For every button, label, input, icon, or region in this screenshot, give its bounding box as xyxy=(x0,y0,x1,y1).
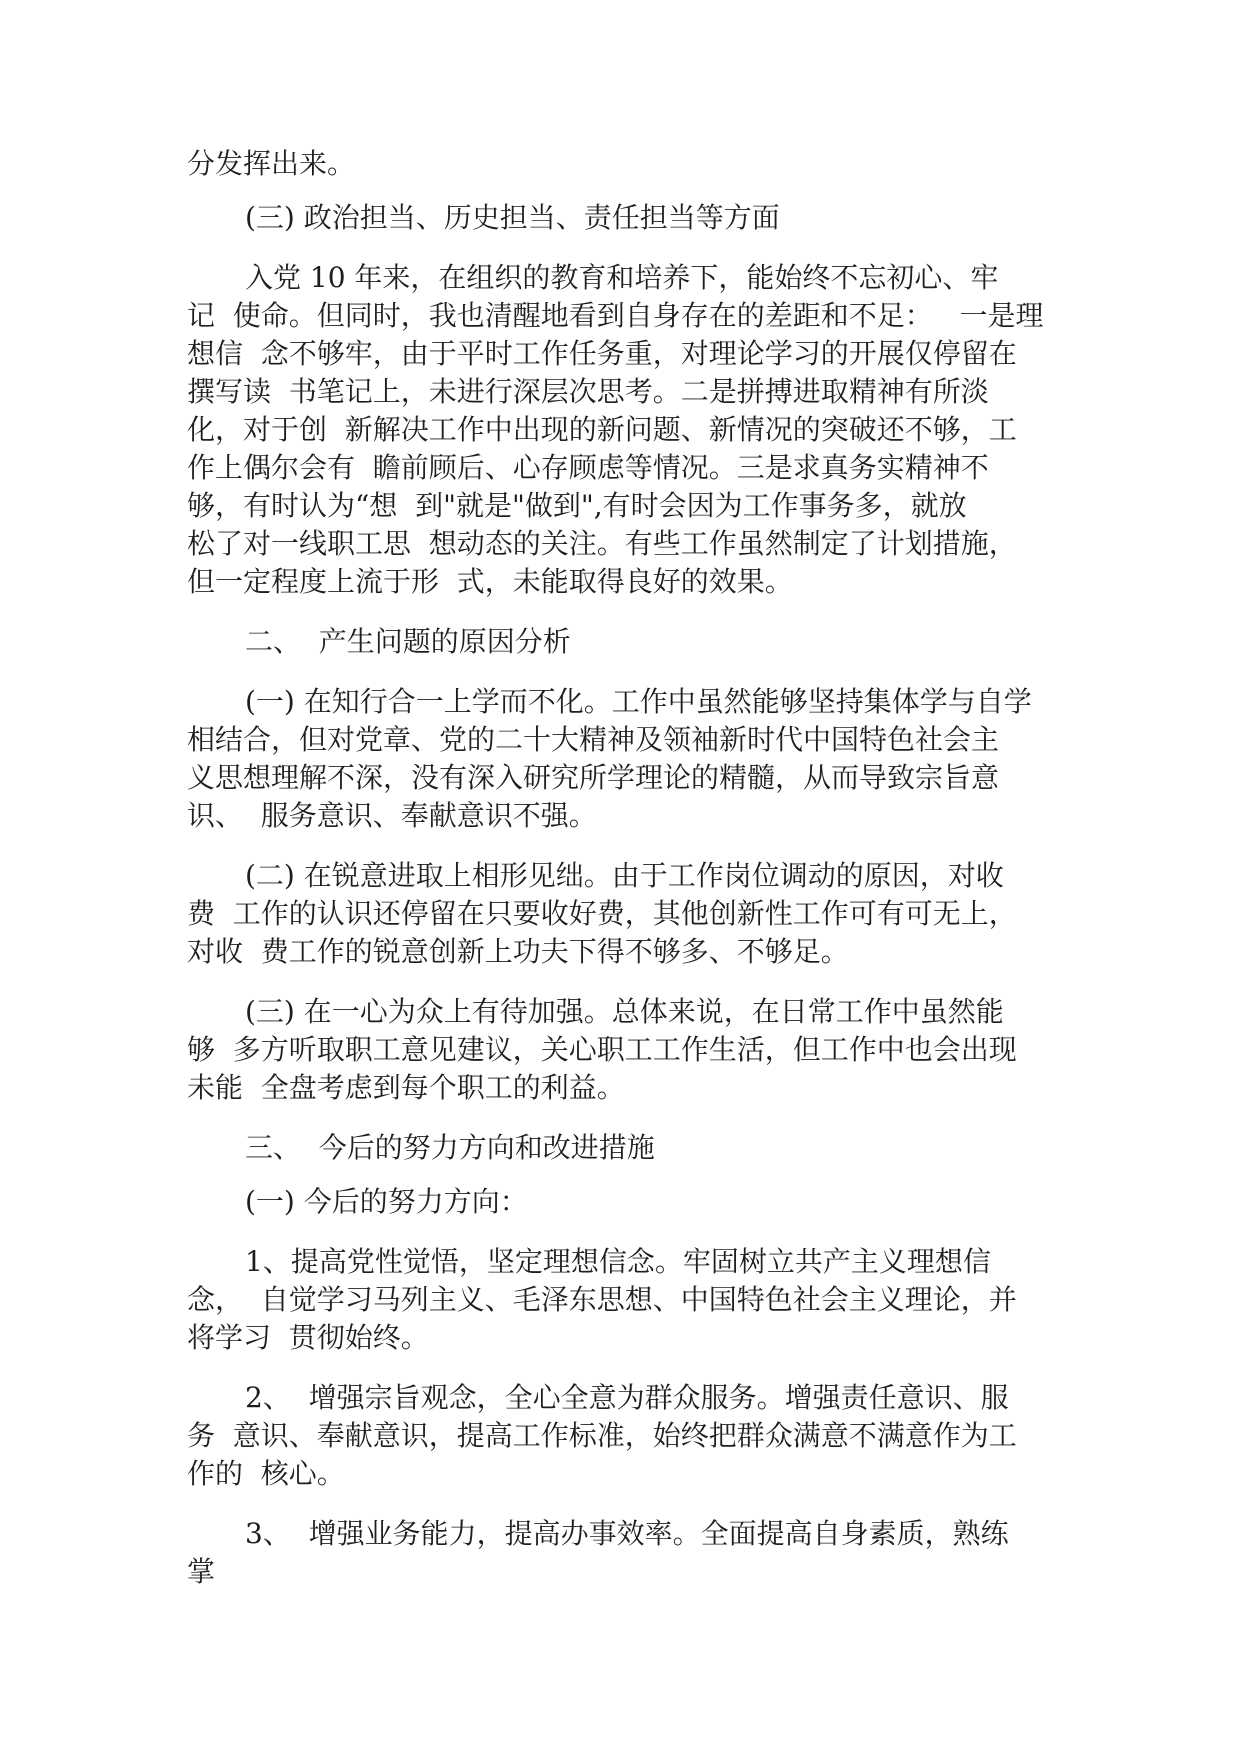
paragraph-line: 相结合，但对党章、党的二十大精神及领袖新时代中国特色社会主 xyxy=(187,723,1000,756)
paragraph-line: 对收 费工作的锐意创新上功夫下得不够多、不够足。 xyxy=(187,935,849,968)
paragraph-line: 撰写读 书笔记上，未进行深层次思考。二是拼搏进取精神有所淡 xyxy=(187,375,989,408)
paragraph-line: 想信 念不够牢，由于平时工作任务重，对理论学习的开展仅停留在 xyxy=(187,337,1017,370)
paragraph-line: 义思想理解不深，没有深入研究所学理论的精髓，从而导致宗旨意 xyxy=(187,761,1000,794)
paragraph-line: 务 意识、奉献意识，提高工作标准，始终把群众满意不满意作为工 xyxy=(187,1419,1017,1452)
paragraph-line: 3、 增强业务能力，提高办事效率。全面提高自身素质，熟练 xyxy=(245,1517,1009,1550)
paragraph-line: 将学习 贯彻始终。 xyxy=(187,1321,429,1354)
section-heading: 三、 今后的努力方向和改进措施 xyxy=(245,1131,655,1164)
paragraph-line: 掌 xyxy=(187,1555,216,1588)
paragraph-line: 费 工作的认识还停留在只要收好费，其他创新性工作可有可无上， xyxy=(187,897,1017,930)
paragraph-line: 分发挥出来。 xyxy=(187,147,356,180)
paragraph-line: 1、提高党性觉悟，坚定理想信念。牢固树立共产主义理想信 xyxy=(245,1245,991,1278)
paragraph-line: 记 使命。但同时，我也清醒地看到自身存在的差距和不足： 一是理 xyxy=(187,299,1044,332)
paragraph-line: 未能 全盘考虑到每个职工的利益。 xyxy=(187,1071,625,1104)
paragraph-line: 入党 10 年来，在组织的教育和培养下，能始终不忘初心、牢 xyxy=(245,261,999,294)
paragraph-line: 作上偶尔会有 瞻前顾后、心存顾虑等情况。三是求真务实精神不 xyxy=(187,451,989,484)
paragraph-line: 够 多方听取职工意见建议，关心职工工作生活，但工作中也会出现 xyxy=(187,1033,1017,1066)
paragraph-line: (三) 在一心为众上有待加强。总体来说，在日常工作中虽然能 xyxy=(245,995,1004,1028)
section-heading: (三) 政治担当、历史担当、责任担当等方面 xyxy=(245,201,780,234)
paragraph-line: 松了对一线职工思 想动态的关注。有些工作虽然制定了计划措施， xyxy=(187,527,1017,560)
paragraph-line: 作的 核心。 xyxy=(187,1457,345,1490)
paragraph-line: 识、 服务意识、奉献意识不强。 xyxy=(187,799,597,832)
paragraph-line: (一) 在知行合一上学而不化。工作中虽然能够坚持集体学与自学 xyxy=(245,685,1032,718)
paragraph-line: 2、 增强宗旨观念，全心全意为群众服务。增强责任意识、服 xyxy=(245,1381,1009,1414)
subsection-heading: (一) 今后的努力方向： xyxy=(245,1185,528,1218)
paragraph-line: (二) 在锐意进取上相形见绌。由于工作岗位调动的原因，对收 xyxy=(245,859,1004,892)
paragraph-line: 念， 自觉学习马列主义、毛泽东思想、中国特色社会主义理论，并 xyxy=(187,1283,1017,1316)
section-heading: 二、 产生问题的原因分析 xyxy=(245,625,571,658)
paragraph-line: 化，对于创 新解决工作中出现的新问题、新情况的突破还不够，工 xyxy=(187,413,1017,446)
paragraph-line: 但一定程度上流于形 式，未能取得良好的效果。 xyxy=(187,565,793,598)
paragraph-line: 够，有时认为“想 到"就是"做到",有时会因为工作事务多，就放 xyxy=(187,489,967,522)
document-body xyxy=(187,145,1067,1591)
